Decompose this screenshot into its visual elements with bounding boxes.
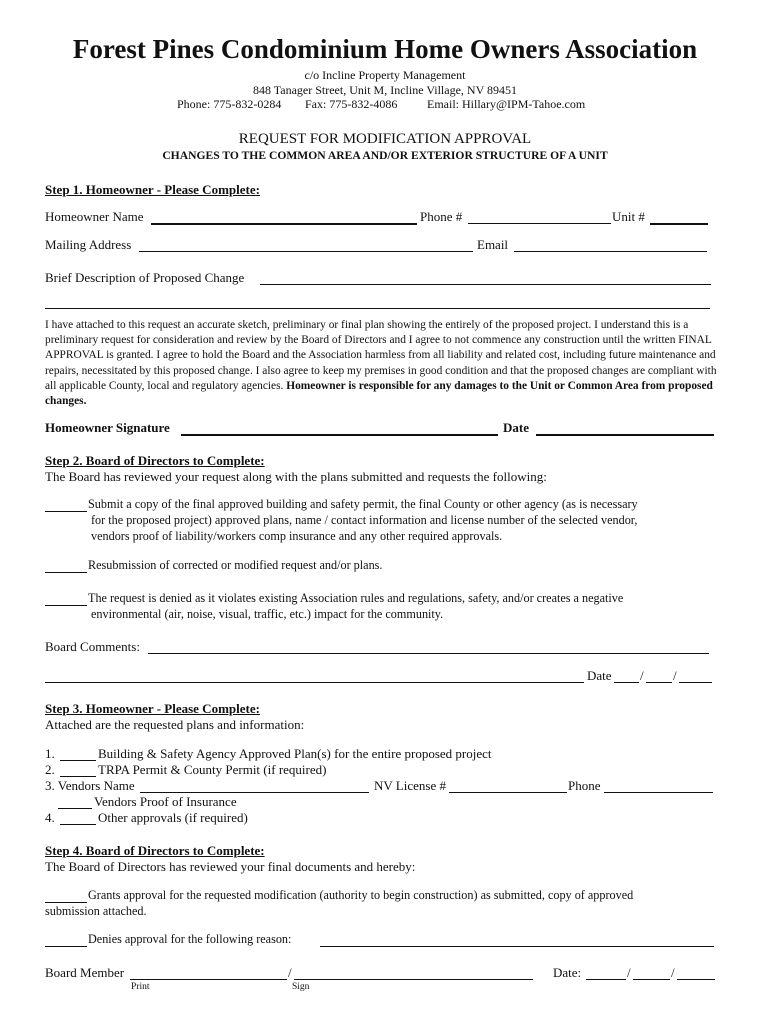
email-label: Email (477, 237, 509, 252)
nv-license-label: NV License # (374, 778, 446, 793)
step2-date-sep1: / (640, 668, 644, 683)
step1-date-label: Date (503, 420, 529, 435)
phone-line: Phone: 775-832-0284 (177, 97, 282, 111)
step3-intro: Attached are the requested plans and information: (45, 717, 305, 732)
item1-blank[interactable] (60, 748, 96, 761)
deny-reason-field[interactable] (320, 934, 714, 947)
request-subtitle: CHANGES TO THE COMMON AREA AND/OR EXTERIOR STRUCTURE OF A UNIT (162, 149, 608, 162)
brief-description-field[interactable] (260, 272, 711, 285)
board-member-slash: / (288, 965, 292, 980)
sign-caption: Sign (292, 982, 310, 992)
item4-text: Other approvals (if required) (98, 810, 248, 825)
grant-line2: submission attached. (45, 904, 147, 918)
step1-heading: Step 1. Homeowner - Please Complete: (45, 182, 260, 197)
step4-heading: Step 4. Board of Directors to Complete: (45, 843, 265, 858)
step2-date-day[interactable] (646, 670, 672, 683)
deny-checkbox-blank[interactable] (45, 934, 87, 947)
grant-line1: Grants approval for the requested modification (authority to begin construction) as submitted, copy of approved (88, 888, 634, 902)
step4-date-month[interactable] (586, 967, 626, 980)
option3-line1: The request is denied as it violates existing Association rules and regulations, safety, and/or creates a negative (88, 591, 624, 605)
item4-number: 4. (45, 810, 55, 825)
item3b-text: Vendors Proof of Insurance (94, 794, 237, 809)
agreement-paragraph (45, 318, 725, 409)
step2-intro: The Board has reviewed your request along with the plans submitted and requests the following: (45, 469, 547, 484)
print-caption: Print (131, 982, 150, 992)
option1-line1: Submit a copy of the final approved building and safety permit, the final County or other agency (as is necessary (88, 497, 638, 511)
board-member-print-field[interactable] (130, 967, 287, 980)
grant-checkbox-blank[interactable] (45, 890, 87, 903)
option3-line2: environmental (air, noise, visual, traffic, etc.) impact for the community. (91, 607, 444, 621)
email-field[interactable] (514, 239, 707, 252)
option1-line3: vendors proof of liability/workers comp insurance and any other required approvals. (91, 529, 503, 543)
agreement-bold-text: Homeowner is responsible for any damages to the Unit or Common Area from proposed changes. (45, 379, 713, 408)
board-comments-label: Board Comments: (45, 639, 140, 654)
vendor-phone-label: Phone (568, 778, 601, 793)
step4-date-year[interactable] (677, 967, 715, 980)
step4-date-label: Date: (553, 965, 582, 980)
option2-text: Resubmission of corrected or modified request and/or plans. (88, 558, 383, 572)
brief-description-label: Brief Description of Proposed Change (45, 270, 245, 285)
step4-intro: The Board of Directors has reviewed your final documents and hereby: (45, 859, 416, 874)
homeowner-signature-label: Homeowner Signature (45, 420, 170, 435)
mailing-address-field[interactable] (139, 239, 473, 252)
phone-field[interactable] (468, 211, 611, 224)
board-comments-field[interactable] (148, 641, 709, 654)
item2-number: 2. (45, 762, 55, 777)
nv-license-field[interactable] (449, 780, 567, 793)
board-member-label: Board Member (45, 965, 125, 980)
option2-checkbox-blank[interactable] (45, 560, 87, 573)
care-of-line: c/o Incline Property Management (304, 68, 466, 82)
board-member-sign-field[interactable] (294, 967, 533, 980)
homeowner-name-field[interactable] (151, 211, 417, 225)
email-line: Email: Hillary@IPM-Tahoe.com (427, 97, 586, 111)
step4-date-day[interactable] (633, 967, 670, 980)
unit-label: Unit # (612, 209, 645, 224)
step2-heading: Step 2. Board of Directors to Complete: (45, 453, 265, 468)
step4-date-sep2: / (671, 965, 675, 980)
vendor-phone-field[interactable] (604, 780, 713, 793)
step3-heading: Step 3. Homeowner - Please Complete: (45, 701, 260, 716)
phone-label: Phone # (420, 209, 463, 224)
step2-date-label: Date (587, 668, 612, 683)
board-comments-field-line2[interactable] (45, 670, 584, 683)
item1-text: Building & Safety Agency Approved Plan(s) for the entire proposed project (98, 746, 492, 761)
step4-date-sep1: / (627, 965, 631, 980)
brief-description-field-line2[interactable] (45, 296, 710, 309)
homeowner-signature-field[interactable] (181, 422, 498, 436)
item3b-blank[interactable] (58, 796, 92, 809)
vendors-name-label: 3. Vendors Name (45, 778, 135, 793)
item1-number: 1. (45, 746, 55, 761)
vendors-name-field[interactable] (140, 780, 369, 793)
option3-checkbox-blank[interactable] (45, 593, 87, 606)
agreement-text: I have attached to this request an accurate sketch, preliminary or final plan showing the entirely of the proposed project. I understand this is a preliminary request for consideration and review by the Board of Directors and I agree to not commence any construction until the written FINAL APPROVAL is granted. I agree to hold the Board and the Association harmless from all liability and related cost, including future maintenance and repairs, necessitated by this proposed change. I also agree to keep my premises in good condition and that the proposed changes are compliant with all applicable County, local and regulatory agencies. (45, 319, 717, 392)
item2-blank[interactable] (60, 764, 96, 777)
homeowner-name-label: Homeowner Name (45, 209, 144, 224)
unit-field[interactable] (650, 211, 708, 225)
step2-date-sep2: / (673, 668, 677, 683)
step1-date-field[interactable] (536, 422, 714, 436)
request-title: REQUEST FOR MODIFICATION APPROVAL (238, 131, 532, 147)
option1-checkbox-blank[interactable] (45, 499, 87, 512)
step2-date-year[interactable] (679, 670, 712, 683)
item4-blank[interactable] (60, 812, 96, 825)
deny-label: Denies approval for the following reason: (88, 932, 292, 946)
fax-line: Fax: 775-832-4086 (305, 97, 398, 111)
mailing-address-label: Mailing Address (45, 237, 132, 252)
option1-line2: for the proposed project) approved plans, name / contact information and license number of the selected vendor, (91, 513, 638, 527)
association-title: Forest Pines Condominium Home Owners Association (72, 34, 698, 64)
address-line: 848 Tanager Street, Unit M, Incline Village, NV 89451 (252, 83, 518, 97)
item2-text: TRPA Permit & County Permit (if required) (98, 762, 327, 777)
step2-date-month[interactable] (614, 670, 639, 683)
